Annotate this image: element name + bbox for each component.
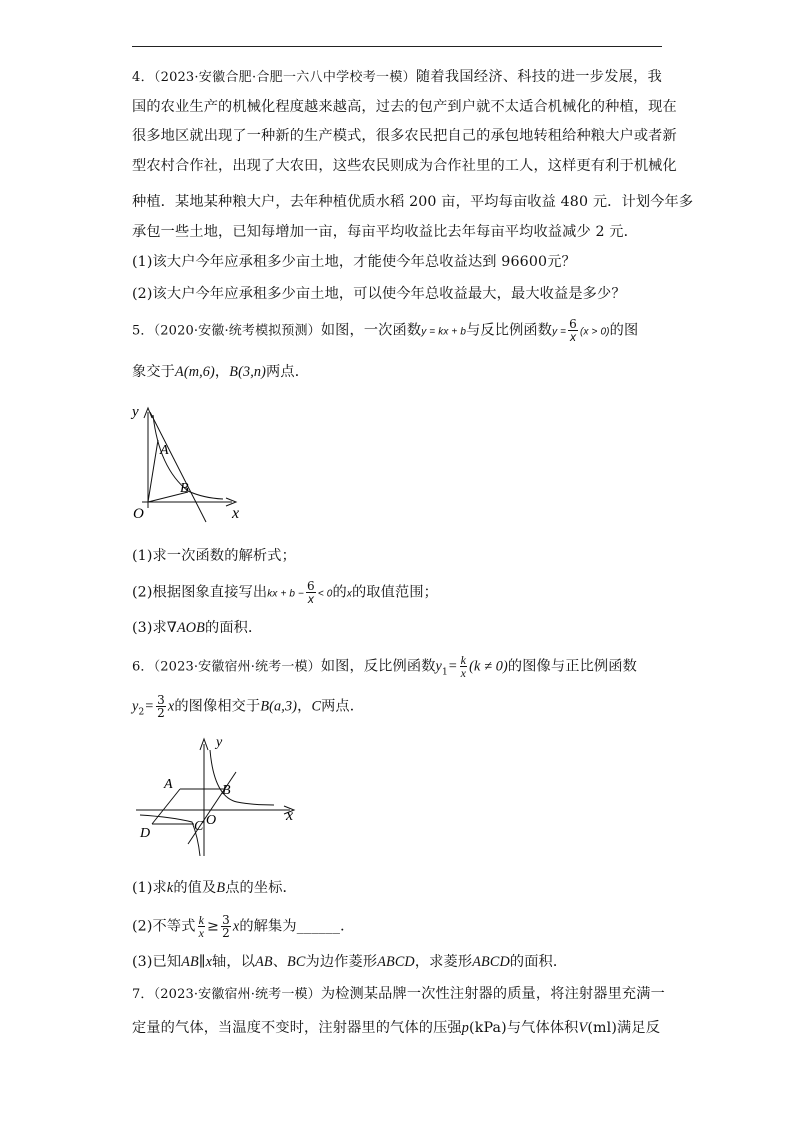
q5-label-a: A — [160, 443, 169, 458]
q4-line-2: 国的农业生产的机械化程度越来越高，过去的包产到户就不太适合机械化的种植，现在 — [132, 99, 677, 115]
q7-line-2: 定量的气体，当温度不变时，注射器里的气体的压强p(kPa)与气体体积V(ml)满足反 — [132, 1020, 661, 1036]
q5-line-2: 象交于A(m,6)，B(3,n)两点． — [132, 364, 310, 380]
q4-line-6: 承包一些土地，已知每增加一亩，每亩平均收益比去年每亩平均收益减少 2 元． — [132, 224, 638, 240]
q5-part-2: (2)根据图象直接写出kx + b − $\frac{6}{x}$ < 0的x的取值范围； — [132, 579, 438, 606]
q5-figure — [128, 400, 248, 530]
q6-line-1: 6．（2023·安徽宿州·统考一模）如图，反比例函数$y_1=$ $\frac{k}{x}$ (k ≠ 0)的图像与正比例函数 — [132, 653, 637, 680]
q6-part-2: (2)不等式 $\frac{k}{x}$ ≥ $\frac{3}{2}$ x的解集为______． — [132, 913, 355, 940]
q6-part-3: (3)已知AB∥x轴，以AB、BC为边作菱形ABCD，求菱形ABCD的面积． — [132, 954, 568, 970]
q5-segment-oa — [148, 440, 158, 502]
q6-label-o: O — [206, 813, 217, 828]
q4-part-2: (2)该大户今年应承租多少亩土地，可以使今年总收益最大，最大收益是多少？ — [132, 286, 626, 302]
q5-linear-eq: y = kx + b — [421, 326, 467, 338]
q5-label-b: B — [180, 481, 189, 496]
q5-line-1: 5．（2020·安徽·统考模拟预测）如图，一次函数y = kx + b与反比例函数y = $\frac{6}{x}$ (x > 0)的图 — [132, 317, 639, 344]
q7-line-1: 7．（2023·安徽宿州·统考一模）为检测某品牌一次性注射器的质量，将注射器里充满一 — [132, 986, 665, 1002]
q5-label-x: x — [232, 505, 240, 522]
q6-label-x: x — [286, 807, 294, 824]
header-rule — [132, 46, 662, 47]
q4-line-5: 种植．某地某种粮大户，去年种植优质水稻 200 亩，平均每亩收益 480 元．计划今年多 — [132, 194, 694, 210]
q6-label-b: B — [222, 783, 231, 798]
q6-label-d: D — [140, 826, 151, 841]
q5-line — [150, 412, 206, 522]
answer-blank: ______ — [296, 918, 341, 935]
q6-label-a: A — [164, 777, 173, 792]
q4-line-3: 很多地区就出现了一种新的生产模式，很多农民把自己的承包地转租给种粮大户或者新 — [132, 128, 677, 144]
q5-label-o: O — [133, 506, 144, 522]
q6-label-c: C — [194, 819, 204, 834]
q4-part-1: (1)该大户今年应承租多少亩土地，才能使今年总收益达到 96600元？ — [132, 254, 576, 270]
q6-figure — [132, 732, 302, 862]
q6-line-2: $y_2=$ $\frac{3}{2}$ x的图像相交于B(a,3)，C两点． — [132, 693, 365, 720]
q4-line-4: 型农村合作社，出现了大农田，这些农民则成为合作社里的工人，这样更有利于机械化 — [132, 158, 677, 174]
q4-line-1: 4．（2023·安徽合肥·合肥一六八中学校考一模）随着我国经济、科技的进一步发展，我 — [132, 69, 662, 85]
q5-label-y: y — [132, 404, 139, 420]
q6-label-y: y — [216, 735, 223, 750]
q5-fraction: $\frac{6}{x}$ — [569, 317, 577, 344]
q6-part-1: (1)求k的值及B点的坐标． — [132, 880, 297, 896]
q5-part-1: (1)求一次函数的解析式； — [132, 548, 296, 564]
q5-part-3: (3)求∇AOB的面积． — [132, 620, 263, 636]
